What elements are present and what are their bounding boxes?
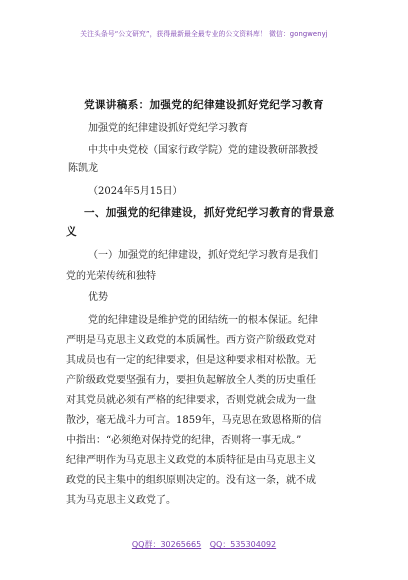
footer-contact: [0, 539, 408, 550]
body-line: 严明是马克思主义政党的本质属性。西方资产阶级政党对: [66, 335, 316, 346]
body-line: 中指出：“必须绝对保持党的纪律，否则将一事无成。”: [66, 435, 302, 446]
body-line: 对其党员就必须有严格的纪律要求，否则党就会成为一盘: [66, 395, 316, 406]
body-line: 产阶级政党要坚强有力，要担负起解放全人类的历史重任: [66, 375, 316, 386]
body-line: 党的纪律建设是维护党的团结统一的根本保证。纪律: [88, 315, 318, 326]
body-line: 政党的民主集中的组织原则决定的。没有这一条，就不成: [66, 475, 316, 486]
subsection-heading-line1: （一）加强党的纪律建设，抓好党纪学习教育是我们: [88, 250, 318, 261]
author-name: 陈凯龙: [68, 163, 98, 174]
body-line: 其为马克思主义政党了。: [66, 495, 176, 506]
body-line: 其成员也有一定的纪律要求，但是这种要求相对松散。无: [66, 355, 316, 366]
section-heading-line2: 义: [66, 226, 77, 238]
section-heading-line1: 一、加强党的纪律建设，抓好党纪学习教育的背景意: [84, 207, 335, 219]
document-subtitle: 加强党的纪律建设抓好党纪学习教育: [88, 123, 248, 134]
subsection-heading-line3: 优势: [88, 292, 108, 303]
footer-qq: QQ：535304092: [209, 540, 277, 549]
document-date: （2024年5月15日）: [88, 186, 183, 197]
body-line: 散沙，毫无战斗力可言。1859年，马克思在致恩格斯的信: [66, 415, 322, 426]
footer-qq-group: QQ群：30265665: [131, 540, 202, 549]
header-banner: 关注头条号“公文研究”，获得最新最全最专业的公文资料库！ 微信：gongwenyj: [80, 30, 328, 38]
author-affiliation: 中共中央党校（国家行政学院）党的建设教研部教授: [88, 145, 318, 156]
subsection-heading-line2: 党的光荣传统和独特: [66, 271, 156, 282]
document-title: 党课讲稿系：加强党的纪律建设抓好党纪学习教育: [84, 99, 324, 111]
body-line: 纪律严明作为马克思主义政党的本质特征是由马克思主义: [66, 455, 316, 466]
